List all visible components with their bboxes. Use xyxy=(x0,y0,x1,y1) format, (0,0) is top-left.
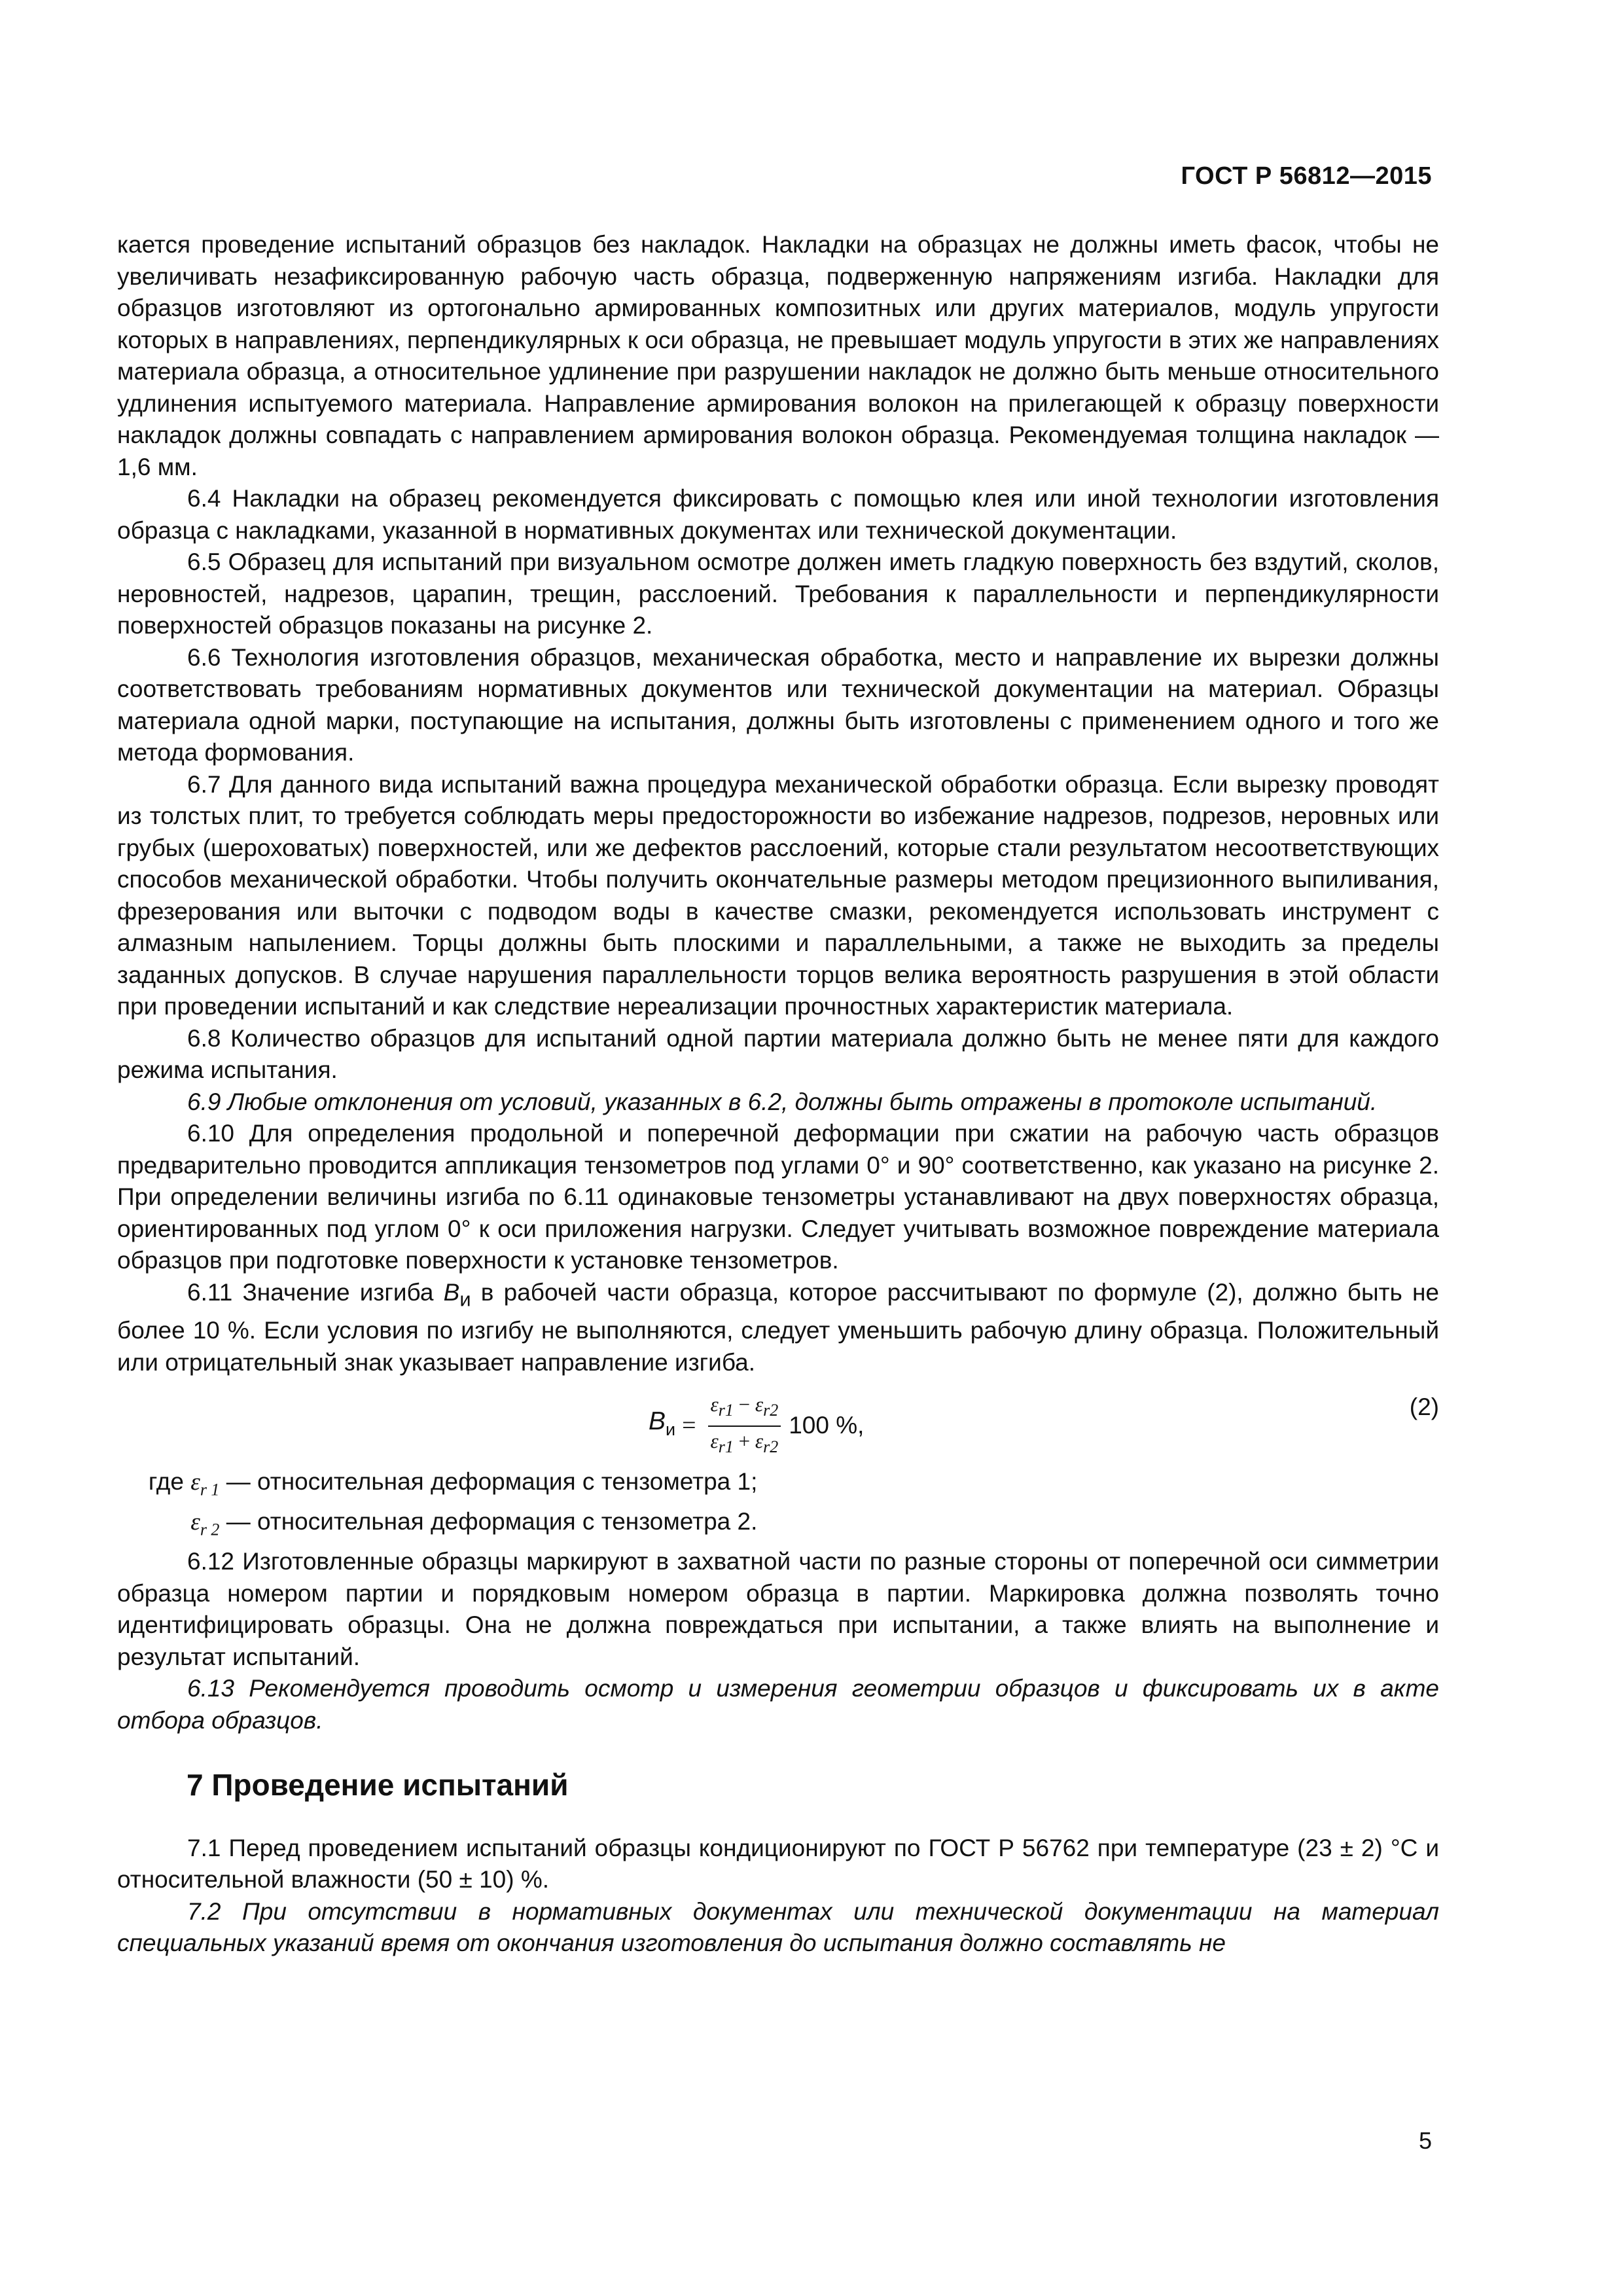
page-body xyxy=(117,229,1439,1960)
formula-2 xyxy=(117,1388,1439,1458)
paragraph-6-10: 6.10 Для определения продольной и поперечной деформации при сжатии на рабочую часть образцов предварительно проводится аппликация тензометров под углами 0° и 90° соответственно, как указано на рисунке 2. При определении величины изгиба по 6.11 одинаковые тензометры устанавливают на двух поверхностях образца, ориентированных под углом 0° к оси приложения нагрузки. Следует учитывать возможное повреждение материала образцов при подготовке поверхности к установке тензометров. xyxy=(117,1120,1439,1274)
formula-denominator: $\varepsilon_{r1} + \varepsilon_{r2}$ xyxy=(710,1429,779,1456)
bend-symbol: $B_и$ xyxy=(443,1278,471,1310)
paragraph-6-7: 6.7 Для данного вида испытаний важна процедура механической обработки образца. Если вырезку проводят из толстых плит, то требуется соблюдать меры предосторожности во избежание надрезов, подрезов, неровных или грубых (шероховатых) поверхностей, или же дефектов расслоений, которые стали результатом несоответствующих способов механической обработки. Чтобы получить окончательные размеры методом прецизионного выпиливания, фрезерования или выточки с подводом воды в качестве смазки, рекомендуется использовать инструмент с алмазным напылением. Торцы должны быть плоскими и параллельными, а также не выходить за пределы заданных допусков. В случае нарушения параллельности торцов велика вероятность разрушения в этой области при проведении испытаний и как следствие нереализации прочностных характеристик материала. xyxy=(117,770,1439,1020)
document-code: ГОСТ Р 56812—2015 xyxy=(1181,162,1432,190)
formula-tail: 100 %, xyxy=(789,1412,865,1439)
formula-lhs: $B_и$ xyxy=(649,1407,676,1440)
paragraph-6-12: 6.12 Изготовленные образцы маркируют в захватной части по разные стороны от поперечной оси симметрии образца номером партии и порядковым номером образца в партии. Маркировка должна позволять точно идентифицировать образцы. Она не должна повреждаться при испытании, а также влиять на выполнение и результат испытаний. xyxy=(117,1548,1439,1670)
legend-row-2: $\varepsilon_{r 2}$ — относительная деформация с тензометра 2. xyxy=(117,1506,1439,1546)
paragraph-6-11-rest: в рабочей части образца, которое рассчитывают по формуле (2), должно быть не более 10 %. Если условия по изгибу не выполняются, следует уменьшить рабочую длину образца. Положительный или отрицательный знак указывает направление изгиба. xyxy=(117,1278,1440,1376)
paragraph-continuation: кается проведение испытаний образцов без накладок. Накладки на образцах не должны иметь фасок, чтобы не увеличивать незафиксированную рабочую часть образца, подверженную напряжениям изгиба. Накладки для образцов изготовляют из ортогонально армированных композитных или других материалов, модуль упругости которых в направлениях, перпендикулярных к оси образца, не превышает модуль упругости в этих же направлениях материала образца, а относительное удлинение при разрушении накладок не должно быть меньше относительного удлинения испытуемого материала. Направление армирования волокон на прилегающей к образцу поверхности накладок должны совпадать с направлением армирования волокон образца. Рекомендуемая толщина накладок — 1,6 мм. xyxy=(117,231,1439,480)
formula-numerator: $\varepsilon_{r1} - \varepsilon_{r2}$ xyxy=(708,1391,781,1426)
epsilon-r2-symbol: $\varepsilon_{r 2}$ xyxy=(190,1509,220,1539)
paragraph-6-13: 6.13 Рекомендуется проводить осмотр и измерения геометрии образцов и фиксировать их в акте отбора образцов. xyxy=(117,1675,1439,1734)
epsilon-r1-symbol: $\varepsilon_{r 1}$ xyxy=(190,1469,220,1499)
legend-text-2: относительная деформация с тензометра 2. xyxy=(257,1508,758,1535)
page-number: 5 xyxy=(1418,2127,1432,2154)
legend-row-1: где $\varepsilon_{r 1}$ — относительная деформация с тензометра 1; xyxy=(117,1466,1439,1506)
formula-fraction xyxy=(708,1391,781,1460)
paragraph-6-11-start: 6.11 Значение изгиба xyxy=(187,1278,444,1306)
paragraph-6-9: 6.9 Любые отклонения от условий, указанных в 6.2, должны быть отражены в протоколе испытаний. xyxy=(187,1088,1378,1115)
paragraph-7-2: 7.2 При отсутствии в нормативных документах или технической документации на материал специальных указаний время от окончания изготовления до испытания должно составлять не xyxy=(117,1897,1439,1957)
paragraph-6-5: 6.5 Образец для испытаний при визуальном осмотре должен иметь гладкую поверхность без вздутий, сколов, неровностей, надрезов, царапин, трещин, расслоений. Требования к параллельности и перпендикулярности поверхностей образцов показаны на рисунке 2. xyxy=(117,548,1439,639)
formula-legend xyxy=(117,1466,1439,1546)
legend-text-1: относительная деформация с тензометра 1; xyxy=(257,1468,758,1496)
paragraph-7-1: 7.1 Перед проведением испытаний образцы кондиционируют по ГОСТ Р 56762 при температуре (23 ± 2) °С и относительной влажности (50 ± 10) %. xyxy=(117,1834,1439,1893)
paragraph-6-4: 6.4 Накладки на образец рекомендуется фиксировать с помощью клея или иной технологии изготовления образца с накладками, указанной в нормативных документах или технической документации. xyxy=(117,485,1439,544)
bend-formula: $B_и$ = $\frac{\varepsilon_{r1} - \varepsilon_{r2}}{\varepsilon_{r1} + \varepsilon_{r2}}$ 100 %, xyxy=(649,1391,864,1460)
paragraph-6-6: 6.6 Технология изготовления образцов, механическая обработка, место и направление их вырезки должны соответствовать требованиям нормативных документов или технической документации на материал. Образцы материала одной марки, поступающие на испытания, должны быть изготовлены с применением одного и того же метода формования. xyxy=(117,643,1439,766)
paragraph-6-8: 6.8 Количество образцов для испытаний одной партии материала должно быть не менее пяти для каждого режима испытания. xyxy=(117,1024,1439,1083)
formula-number: (2) xyxy=(1409,1393,1439,1421)
section-7-heading: 7 Проведение испытаний xyxy=(187,1768,569,1803)
paragraph-6-11 xyxy=(117,1277,1439,1379)
